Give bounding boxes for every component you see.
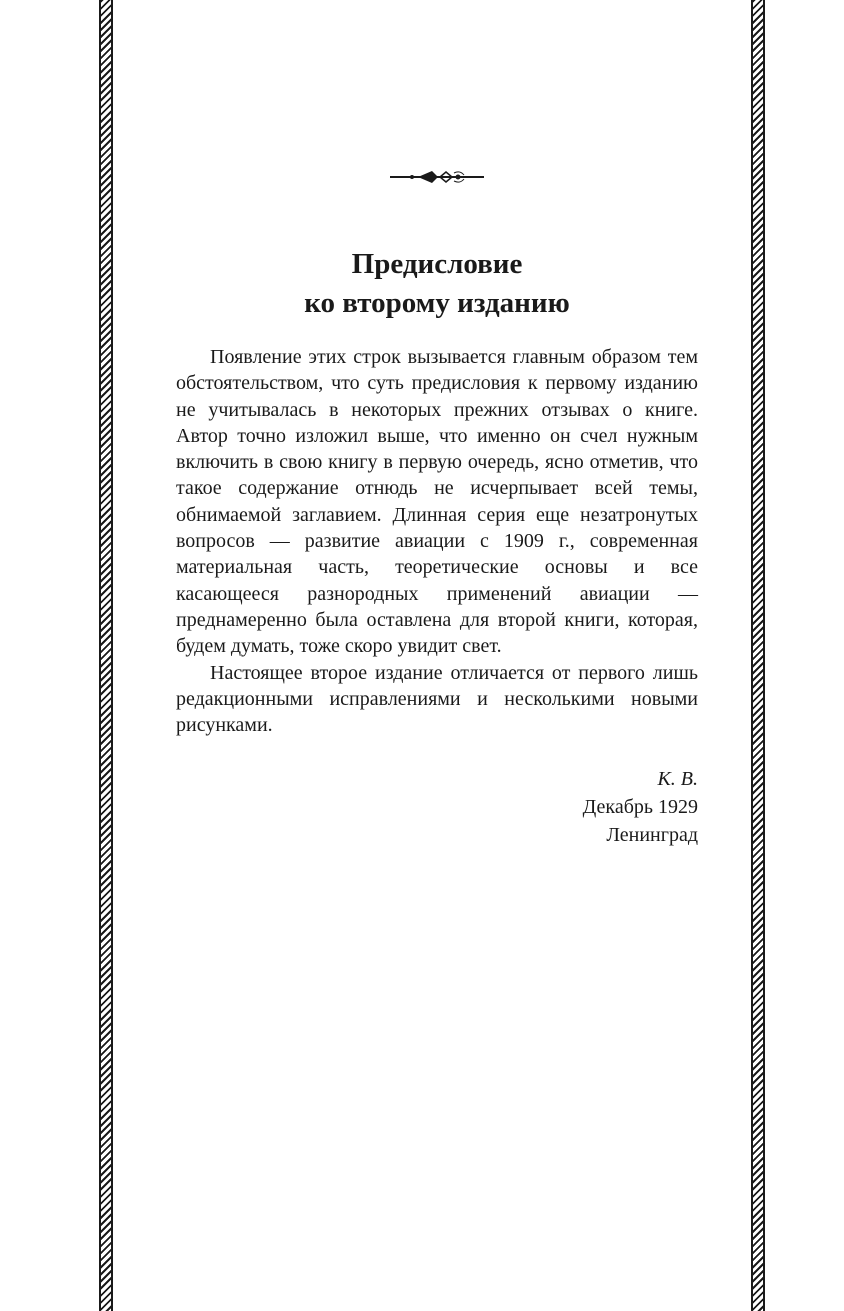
signature-date: Декабрь 1929 [582,796,698,818]
paragraph: Настоящее второе издание отличается от первого лишь редакционными исправлениями и несколькими новыми рисунками. [176,661,698,737]
author-initials: К. В. [657,768,698,790]
page-subtitle: ко второму изданию [304,287,570,319]
right-decorative-border [751,0,765,1311]
page-title: Предисловие [351,248,523,280]
preface-body [176,344,698,738]
ornament-flourish-icon [388,168,486,186]
left-decorative-border [99,0,113,1311]
paragraph: Появление этих строк вызывается главным образом тем обстоятельством, что суть предисловия к первому изданию не учитывалась в некоторых прежних отзывах о книге. Автор точно изложил выше, что именно он счел нужным включить в свою книгу в первую очередь, ясно отметив, что такое содержание отнюдь не исчерпывает всей темы, обнимаемой заглавием. Длинная серия еще незатронутых вопросов — развитие авиации с 1909 г., современная материальная часть, теоретические основы и все касающееся разнородных применений авиации — преднамеренно была оставлена для второй книги, которая, будем думать, тоже скоро увидит свет. [176,346,698,658]
signature-place: Ленинград [606,824,698,846]
signature-block [176,765,698,849]
